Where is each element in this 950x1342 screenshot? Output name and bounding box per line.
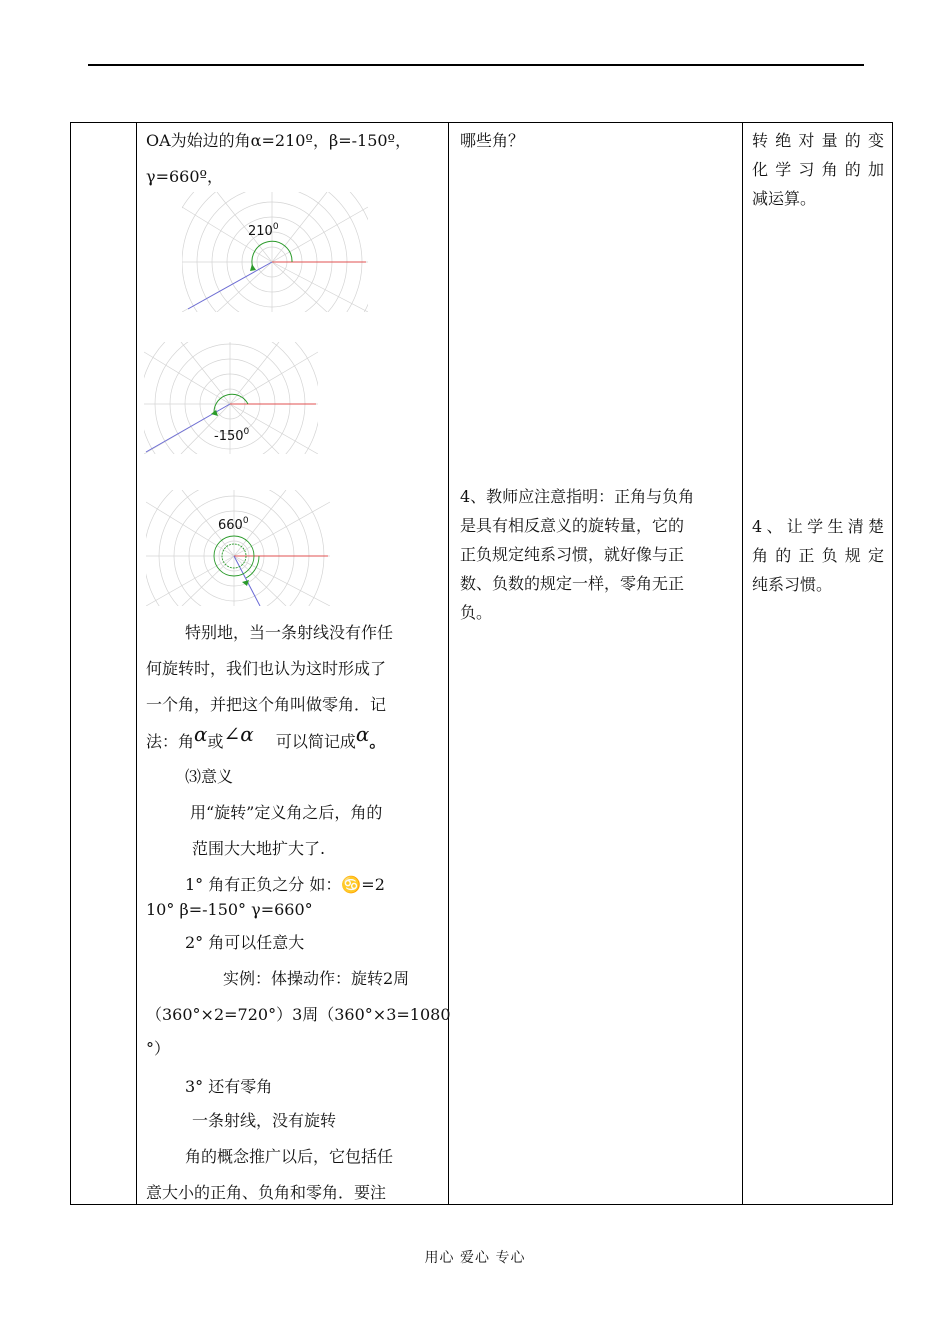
- degree-mark: 0: [243, 427, 250, 437]
- alpha-symbol: α: [194, 722, 208, 746]
- item-3-detail: 一条射线，没有旋转: [192, 1111, 337, 1130]
- item-2: 2° 角可以任意大: [185, 933, 305, 952]
- purpose-note-1: 4、让学生清楚: [752, 517, 884, 536]
- item-1-line-b: 10° β=-150° γ=660°: [146, 900, 313, 919]
- angle-label: -150: [214, 429, 244, 444]
- note-line-2: 是具有相反意义的旋转量，它的: [460, 516, 685, 535]
- alpha-symbol-2: α: [355, 722, 370, 746]
- column-divider-3: [742, 123, 743, 1204]
- svg-text:6600: [218, 516, 249, 533]
- notation-or: 或: [207, 732, 224, 751]
- angle-label: 660: [218, 518, 243, 533]
- angle-alpha-symbol: ∠α: [223, 722, 254, 746]
- concept-line-1: 角的概念推广以后，它包括任: [185, 1147, 394, 1166]
- item-2-example: 实例：体操动作：旋转2周: [223, 969, 410, 988]
- meaning-heading: ⑶意义: [185, 767, 234, 786]
- item-1-line-a: [185, 872, 385, 895]
- purpose-line-3: 减运算。: [752, 189, 817, 208]
- purpose-line-1: 转绝对量的变: [752, 131, 884, 150]
- arrow-head-icon: [242, 580, 249, 586]
- item-2-calc-2: °）: [146, 1039, 171, 1058]
- concept-line-2: 意大小的正角、负角和零角．要注: [146, 1183, 387, 1202]
- angle-label: 210: [248, 224, 273, 239]
- degree-mark: 0: [272, 222, 279, 232]
- question-text: 哪些角？: [460, 131, 525, 150]
- note-line-3: 正负规定纯系习惯，就好像与正: [460, 545, 685, 564]
- angle-660-figure: [146, 490, 330, 606]
- column-divider-2: [448, 123, 449, 1204]
- column-divider-1: [136, 123, 137, 1204]
- arrow-head-icon: [250, 264, 256, 271]
- degree-mark: 0: [242, 516, 249, 526]
- item-2-calc-1: （360°×2=720°）3周（360°×3=1080: [146, 1005, 451, 1024]
- note-line-5: 负。: [460, 603, 493, 622]
- zero-angle-line-3: 一个角，并把这个角叫做零角．记: [146, 695, 387, 714]
- purpose-line-2: 化学习角的加: [752, 160, 884, 179]
- page-footer: 用心 爱心 专心: [424, 1250, 526, 1266]
- zero-angle-line-2: 何旋转时，我们也认为这时形成了: [146, 659, 387, 678]
- item-1-text: 1° 角有正负之分 如：: [185, 875, 342, 894]
- header-rule: [88, 64, 864, 66]
- notation-text: 法：角: [146, 732, 195, 751]
- item-1-value: =2: [361, 875, 385, 894]
- zero-angle-line-4: [146, 722, 386, 752]
- purpose-note-3: 纯系习惯。: [752, 575, 833, 594]
- svg-text:2100: [248, 222, 279, 239]
- intro-line-1: OA为始边的角α=210º，β=-150º，: [146, 131, 412, 150]
- note-line-4: 数、负数的规定一样，零角无正: [460, 574, 685, 593]
- notation-end: 。: [369, 732, 386, 751]
- zero-angle-line-1: 特别地，当一条射线没有作任: [185, 623, 394, 642]
- cancer-symbol-icon: ♋: [341, 875, 362, 894]
- meaning-line-1: 用“旋转”定义角之后，角的: [190, 803, 383, 822]
- angle-neg150-figure: [144, 342, 318, 454]
- item-3: 3° 还有零角: [185, 1077, 273, 1096]
- purpose-note-2: 角的正负规定: [752, 546, 884, 565]
- svg-text:-1500: [214, 427, 250, 444]
- intro-line-2: γ=660º，: [146, 167, 224, 186]
- notation-abbrev: 可以简记成: [275, 732, 356, 751]
- meaning-line-2: 范围大大地扩大了.: [192, 839, 326, 858]
- note-line-1: 4、教师应注意指明：正角与负角: [460, 487, 695, 506]
- angle-210-figure: [182, 192, 368, 312]
